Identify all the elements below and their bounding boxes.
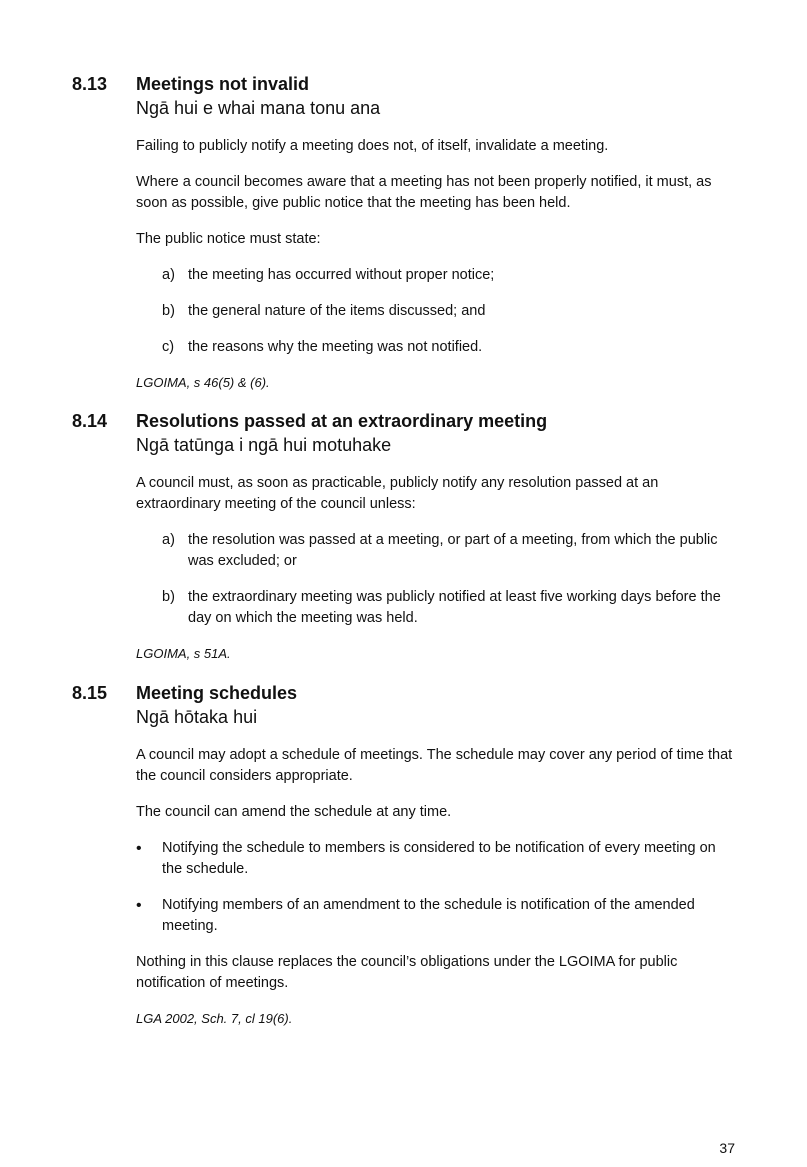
section-8-13 xyxy=(72,74,742,407)
paragraph: A council must, as soon as practicable, publicly notify any resolution passed at an extraordinary meeting of the council unless: xyxy=(136,475,659,512)
paragraph: The council can amend the schedule at any time. xyxy=(136,804,452,820)
bullet-list xyxy=(136,838,736,937)
section-heading xyxy=(72,411,742,463)
section-8-15 xyxy=(72,683,742,1043)
bullet-icon: • xyxy=(136,897,142,914)
list-item-text: Notifying the schedule to members is considered to be notification of every meeting on the schedule. xyxy=(162,840,716,877)
section-subtitle: Ngā tatūnga i ngā hui motuhake xyxy=(136,435,392,455)
section-subtitle: Ngā hui e whai mana tonu ana xyxy=(136,98,381,118)
list-marker: c) xyxy=(162,339,175,355)
section-8-14 xyxy=(72,411,742,678)
section-subtitle: Ngā hōtaka hui xyxy=(136,707,258,727)
citation: LGOIMA, s 46(5) & (6). xyxy=(136,375,270,390)
list-item xyxy=(136,265,736,286)
list-item-text: the reasons why the meeting was not notified. xyxy=(188,339,483,355)
section-number: 8.15 xyxy=(72,683,108,703)
citation: LGA 2002, Sch. 7, cl 19(6). xyxy=(136,1011,293,1026)
section-title: Meeting schedules xyxy=(136,683,298,703)
section-body xyxy=(136,136,736,393)
list-item-text: the general nature of the items discussed; and xyxy=(188,303,486,319)
section-body xyxy=(136,745,736,1029)
list-item xyxy=(136,337,736,358)
paragraph: A council may adopt a schedule of meetings. The schedule may cover any period of time that the council considers appropriate. xyxy=(136,747,733,784)
list-item xyxy=(136,838,736,880)
paragraph: Where a council becomes aware that a meeting has not been properly notified, it must, as soon as possible, give public notice that the meeting has been held. xyxy=(136,174,712,211)
list-item-text: the meeting has occurred without proper notice; xyxy=(188,267,495,283)
page-number: 37 xyxy=(719,1140,735,1156)
list-marker: b) xyxy=(162,303,175,319)
section-heading xyxy=(72,74,742,126)
section-body xyxy=(136,473,736,664)
lettered-list xyxy=(136,530,736,629)
section-title: Resolutions passed at an extraordinary meeting xyxy=(136,411,548,431)
section-number: 8.14 xyxy=(72,411,108,431)
citation: LGOIMA, s 51A. xyxy=(136,646,231,661)
lettered-list xyxy=(136,265,736,358)
list-item xyxy=(136,530,736,572)
list-item xyxy=(136,301,736,322)
list-item xyxy=(136,895,736,937)
section-number: 8.13 xyxy=(72,74,108,94)
closing-paragraph: Nothing in this clause replaces the council’s obligations under the LGOIMA for public notification of meetings. xyxy=(136,954,678,991)
section-heading xyxy=(72,683,742,735)
section-title: Meetings not invalid xyxy=(136,74,310,94)
paragraph: The public notice must state: xyxy=(136,231,321,247)
paragraph: Failing to publicly notify a meeting does not, of itself, invalidate a meeting. xyxy=(136,138,609,154)
list-marker: b) xyxy=(162,589,175,605)
list-item-text: the extraordinary meeting was publicly notified at least five working days before the day on which the meeting was held. xyxy=(188,589,721,626)
bullet-icon: • xyxy=(136,840,142,857)
list-marker: a) xyxy=(162,532,175,548)
list-item xyxy=(136,587,736,629)
list-item-text: the resolution was passed at a meeting, or part of a meeting, from which the public was excluded; or xyxy=(188,532,718,569)
list-marker: a) xyxy=(162,267,175,283)
list-item-text: Notifying members of an amendment to the schedule is notification of the amended meeting. xyxy=(162,897,695,934)
